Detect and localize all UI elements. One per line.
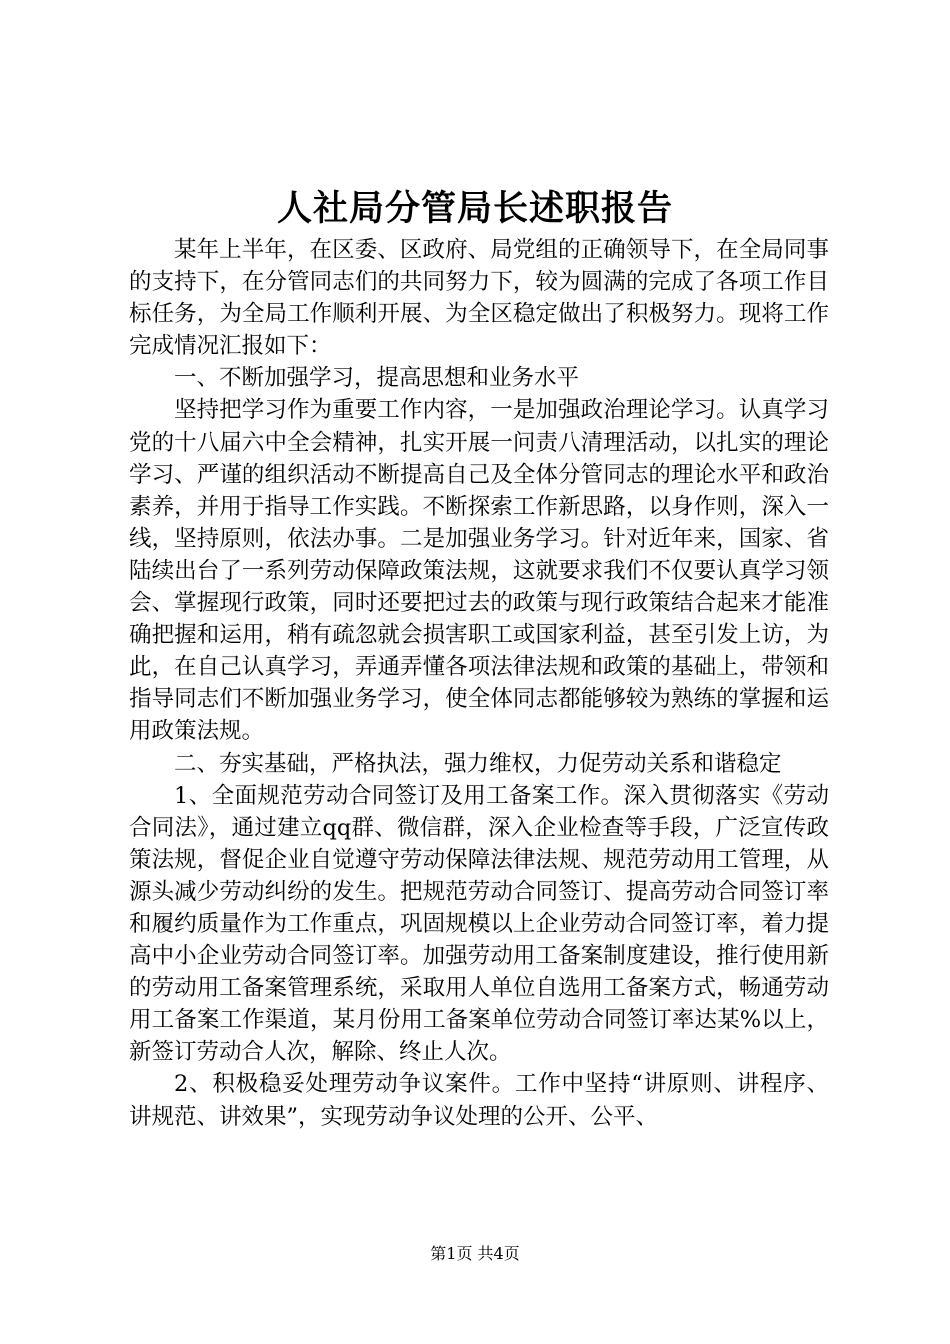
paragraph-item-2: 2、积极稳妥处理劳动争议案件。工作中坚持“讲原则、讲程序、讲规范、讲效果”，实现劳动争议处理的公开、公平、 [129,1071,829,1130]
heading-section-2: 二、夯实基础，严格执法，强力维权，力促劳动关系和谐稳定 [174,750,782,777]
document-body [129,234,829,1133]
paragraph-intro: 某年上半年，在区委、区政府、局党组的正确领导下，在全局同事的支持下，在分管同志们的共同努力下，较为圆满的完成了各项工作目标任务，为全局工作顺利开展、为全区稳定做出了积极努力。现将工作完成情况汇报如下： [129,237,829,360]
paragraph-item-1: 1、全面规范劳动合同签订及用工备案工作。深入贯彻落实《劳动合同法》，通过建立qq群、微信群，深入企业检查等手段，广泛宣传政策法规，督促企业自觉遵守劳动保障法律法规、规范劳动用工管理，从源头减少劳动纠纷的发生。把规范劳动合同签订、提高劳动合同签订率和履约质量作为工作重点，巩固规模以上企业劳动合同签订率，着力提高中小企业劳动合同签订率。加强劳动用工备案制度建设，推行使用新的劳动用工备案管理系统，采取用人单位自选用工备案方式，畅通劳动用工备案工作渠道，某月份用工备案单位劳动合同签订率达某%以上，新签订劳动合人次，解除、终止人次。 [129,782,829,1066]
paragraph-section-1: 坚持把学习作为重要工作内容，一是加强政治理论学习。认真学习党的十八届六中全会精神，扎实开展一问责八清理活动，以扎实的理论学习、严谨的组织活动不断提高自己及全体分管同志的理论水平和政治素养，并用于指导工作实践。不断探索工作新思路，以身作则，深入一线，坚持原则，依法办事。二是加强业务学习。针对近年来，国家、省陆续出台了一系列劳动保障政策法规，这就要求我们不仅要认真学习领会、掌握现行政策，同时还要把过去的政策与现行政策结合起来才能准确把握和运用，稍有疏忽就会损害职工或国家利益，甚至引发上访，为此，在自己认真学习，弄通弄懂各项法律法规和政策的基础上，带领和指导同志们不断加强业务学习，使全体同志都能够较为熟练的掌握和运用政策法规。 [129,397,829,745]
page-footer: 第1页 共4页 [430,1244,520,1263]
document-title: 人社局分管局长述职报告 [276,188,673,229]
heading-section-1: 一、不断加强学习，提高思想和业务水平 [174,365,580,392]
